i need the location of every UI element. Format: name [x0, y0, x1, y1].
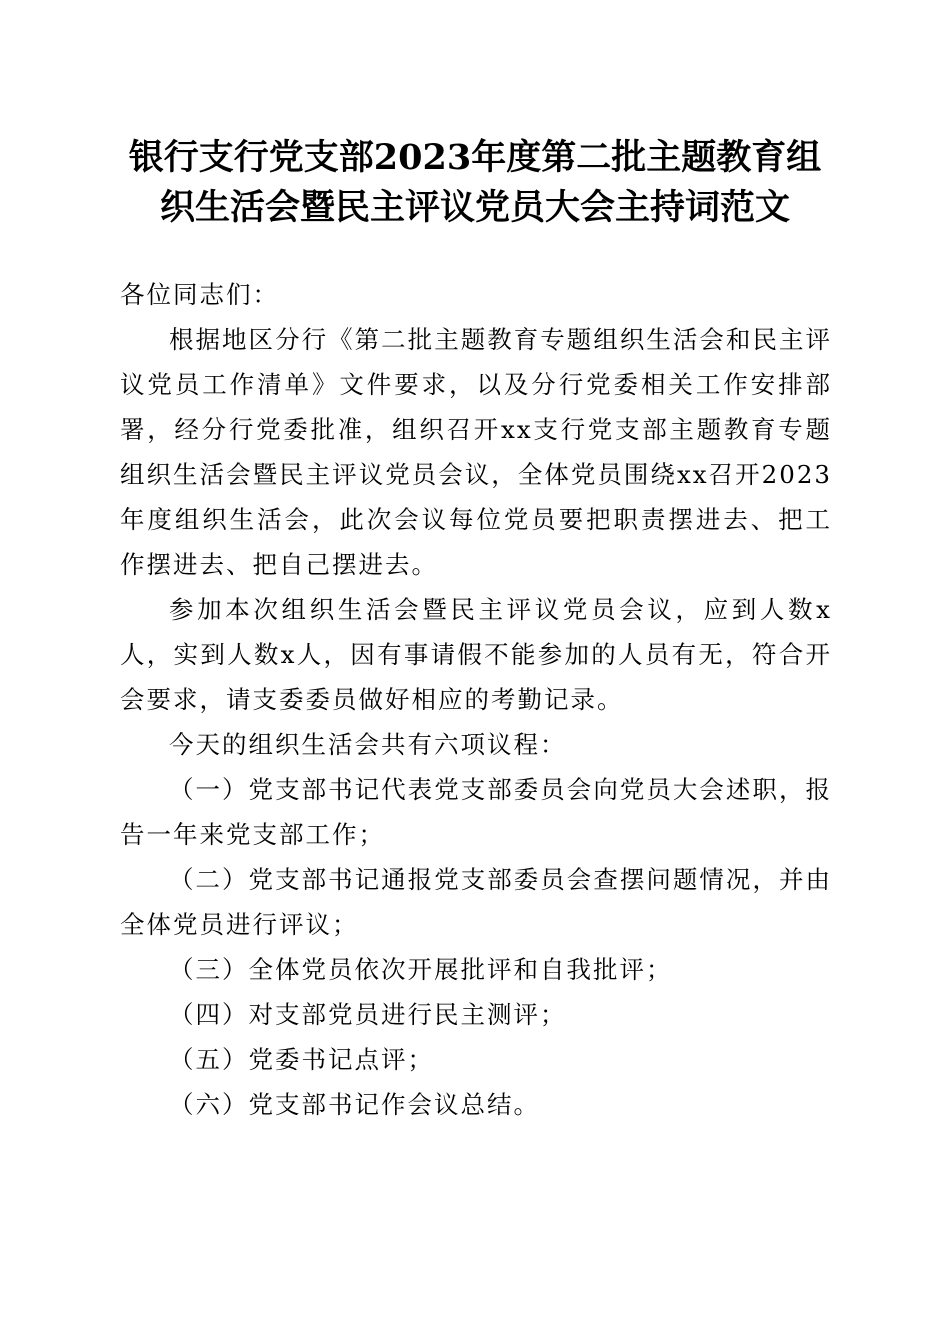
paragraph-intro: 根据地区分行《第二批主题教育专题组织生活会和民主评议党员工作清单》文件要求，以及分行党委相关工作安排部署，经分行党委批准，组织召开xx支行党支部主题教育专题组织生活会暨民主评议党员会议，全体党员围绕xx召开2023年度组织生活会，此次会议每位党员要把职责摆进去、把工作摆进去、把自己摆进去。 [120, 325, 832, 579]
agenda-item-3: （三）全体党员依次开展批评和自我批评； [169, 955, 673, 984]
agenda-item-4: （四）对支部党员进行民主测评； [169, 1000, 567, 1029]
title-line-2: 织生活会暨民主评议党员大会主持词范文 [159, 187, 790, 228]
document-title [100, 133, 850, 233]
document-body [120, 272, 832, 1127]
paragraph-agenda-intro: 今天的组织生活会共有六项议程： [169, 730, 567, 759]
agenda-item-6: （六）党支部书记作会议总结。 [169, 1090, 540, 1119]
paragraph-attendance: 参加本次组织生活会暨民主评议党员会议，应到人数x人，实到人数x人，因有事请假不能参加的人员有无，符合开会要求，请支委委员做好相应的考勤记录。 [120, 595, 832, 714]
agenda-item-5: （五）党委书记点评； [169, 1045, 434, 1074]
title-line-1: 银行支行党支部2023年度第二批主题教育组 [128, 137, 822, 178]
salutation: 各位同志们： [120, 280, 279, 309]
agenda-item-2: （二）党支部书记通报党支部委员会查摆问题情况，并由全体党员进行评议； [120, 865, 832, 939]
agenda-item-1: （一）党支部书记代表党支部委员会向党员大会述职，报告一年来党支部工作； [120, 775, 832, 849]
